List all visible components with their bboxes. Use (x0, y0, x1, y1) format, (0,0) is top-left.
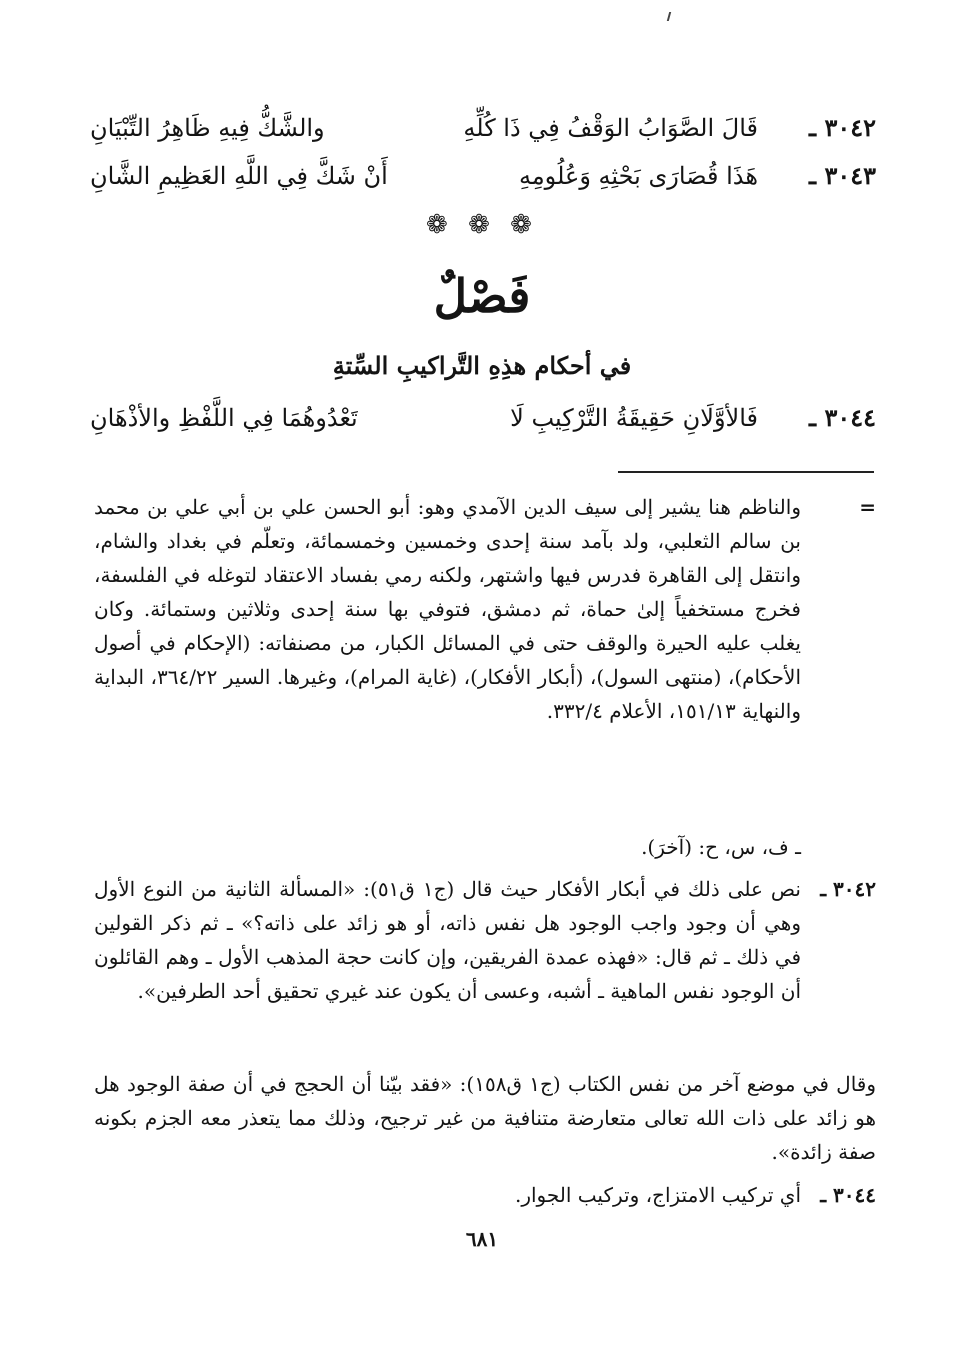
footnote-text: والناظم هنا يشير إلى سيف الدين الآمدي وهو: أبو الحسن علي بن أبي علي بن محمد بن سالم الثعلبي، ولد بآمد سنة إحدى وخمسين وخمسمائة، وتعلّم في بغداد والشام، وانتقل إلى القاهرة فدرس فيها واشتهر، ولكنه رمي بفساد الاعتقاد لتوغله في الفلسفة، فخرج مستخفياً إلىٰ حماة، ثم دمشق، فتوفي بها سنة إحدى وثلاثين وستمائة. وكان يغلب عليه الحيرة والوقف حتى في المسائل الكبار، من مصنفاته: (الإحكام في أصول الأحكام)، (منتهى السول)، (أبكار الأفكار)، (غاية المرام)، وغيرها. السير ٣٦٤/٢٢، البداية والنهاية ١٥١/١٣، الأعلام ٣٣٢/٤. (94, 495, 801, 723)
verse-first-hemistich: فَالأوَّلَانِ حَقِيقَةُ التَّرْكِيبِ لَا (510, 404, 758, 432)
verse-3043 (90, 156, 876, 196)
section-subtitle: في أحكام هذِهِ التَّراكيبِ السِّتةِ (332, 351, 632, 380)
verse-3042 (90, 108, 876, 148)
footnote-label: = (859, 495, 876, 519)
verse-first-hemistich: قَالَ الصَّوَابُ الوَقْفُ فِي ذَا كُلِّهِ (463, 114, 758, 142)
verse-second-hemistich: أَنْ شَكَّ فِي اللَّهِ العَظِيمِ الشَّانِ (90, 162, 388, 190)
verse-number: ٣٠٤٤ ـ (809, 403, 876, 432)
footnote-text: نص على ذلك في أبكار الأفكار حيث قال (ج١ ق٥١): «المسألة الثانية من النوع الأول وهي أن وجود واجب الوجود هل نفس ذاته، أو هو زائد على ذاته؟» ـ ثم ذكر القولين في ذلك ـ ثم قال: «فهذه عمدة الفريقين، وإن كانت حجة المذهب الأول ـ وهم القائلون أن الوجود نفس الماهية ـ أشبه، وعسى أن يكون عند غيري تحقيق أحد الطرفين». (94, 877, 802, 1003)
section-heading: فَصْلٌ (433, 269, 531, 323)
footnote-3042 (94, 872, 876, 1008)
section-separator-stars: ❁ ❁ ❁ (426, 210, 538, 240)
footnote-3042-second-paragraph (94, 1067, 876, 1169)
verse-3044 (90, 398, 876, 438)
footnote-text: وقال في موضع آخر من نفس الكتاب (ج١ ق١٥٨): «فقد بيّنا أن الحجج في أن صفة الوجود هل هو زائد على ذات الله تعالى متعارضة متنافية من غير ترجيح، وذلك مما يتعذر معه الجزم بكونه صفة زائدة». (94, 1072, 877, 1164)
verse-number: ٣٠٤٣ ـ (809, 161, 876, 190)
footnote-label: ٣٠٤٤ ـ (820, 1183, 876, 1207)
page-number: ٦٨١ (465, 1227, 499, 1251)
footnote-variant: ـ ف، س، ح: (آخرَ). (641, 835, 801, 859)
footnote-3044 (94, 1178, 876, 1212)
verse-first-hemistich: هَذَا قُصَارَى بَحْثِهِ وَعُلُومِهِ (518, 162, 758, 190)
scan-mark (667, 12, 671, 21)
footnote-text: أي تركيب الامتزاج، وتركيب الجوار. (514, 1183, 801, 1207)
verse-second-hemistich: تَعْدُوهُمَا فِي اللَّفْظِ والأذْهَانِ (90, 404, 358, 432)
verse-second-hemistich: والشَّكُّ فِيهِ ظَاهِرُ التِّبْيَانِ (90, 114, 325, 142)
footnote-label: ٣٠٤٢ ـ (820, 877, 876, 901)
verse-number: ٣٠٤٢ ـ (809, 113, 876, 142)
footnote-divider (618, 471, 874, 473)
footnote-continuation (94, 490, 876, 728)
